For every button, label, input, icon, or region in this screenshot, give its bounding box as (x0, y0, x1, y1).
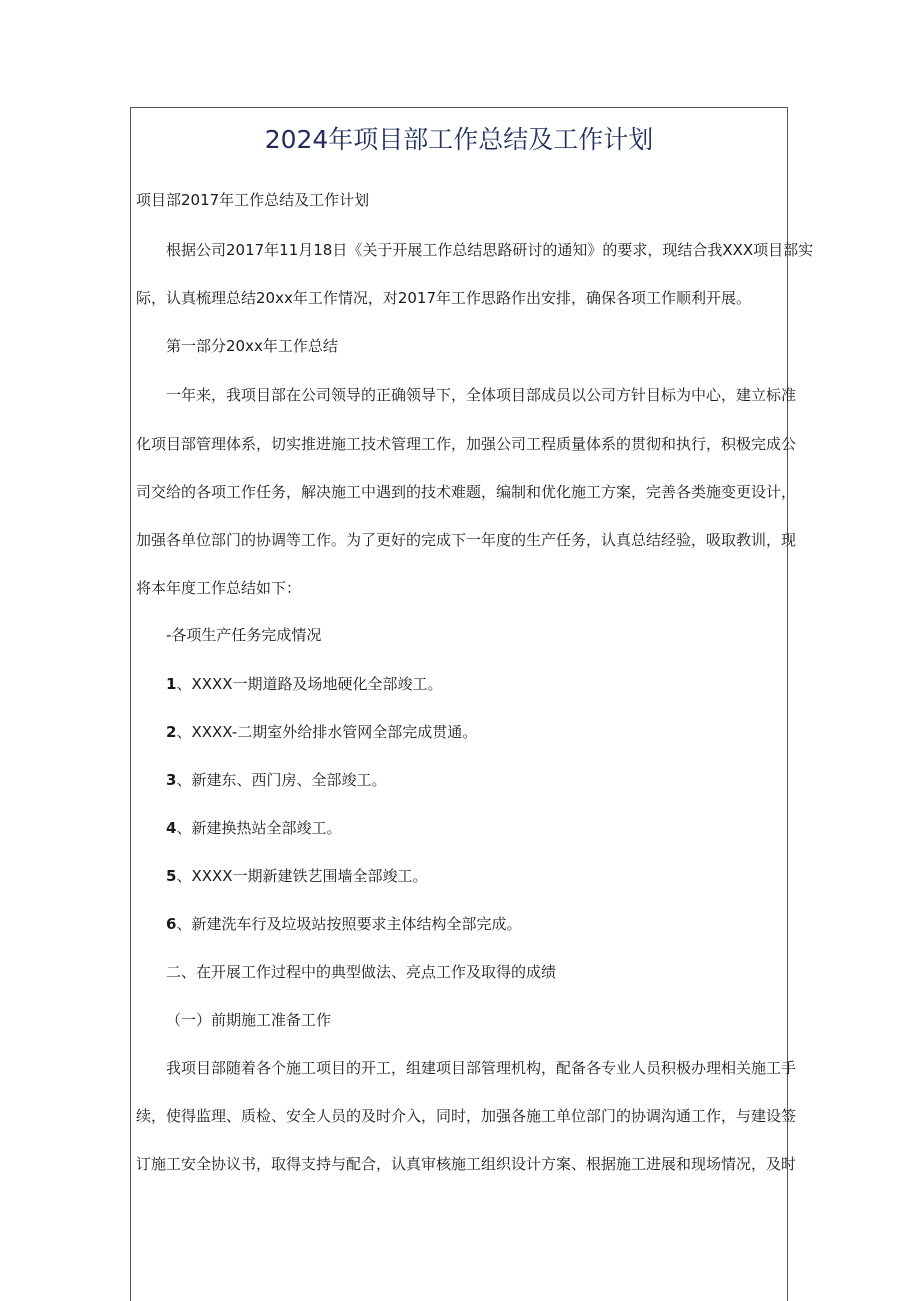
intro-line-1: 根据公司2017年11月18日《关于开展工作总结思路研讨的通知》的要求，现结合我XXX项目部实 (166, 241, 814, 259)
task-item (166, 770, 386, 790)
overview-line-5: 将本年度工作总结如下： (136, 579, 302, 597)
task-text: 、新建东、西门房、全部竣工。 (176, 771, 387, 789)
task-number: 2 (166, 723, 177, 741)
task-number: 6 (166, 915, 177, 933)
document-subtitle: 项目部2017年工作总结及工作计划 (136, 191, 370, 209)
task-item (166, 866, 428, 886)
prep-line-3: 订施工安全协议书，取得支持与配合，认真审核施工组织设计方案、根据施工进展和现场情况，及时 (136, 1155, 797, 1173)
overview-line-3: 司交给的各项工作任务，解决施工中遇到的技术难题，编制和优化施工方案，完善各类施变更设计， (136, 483, 797, 501)
prep-line-1: 我项目部随着各个施工项目的开工，组建项目部管理机构，配备各专业人员积极办理相关施工手 (166, 1059, 797, 1077)
task-text: 、新建洗车行及垃圾站按照要求主体结构全部完成。 (176, 915, 522, 933)
task-number: 5 (166, 867, 177, 885)
task-text: 、XXXX一期道路及场地硬化全部竣工。 (176, 675, 443, 693)
intro-line-2: 际，认真梳理总结20xx年工作情况，对2017年工作思路作出安排，确保各项工作顺利开展。 (136, 289, 752, 307)
task-text: 、新建换热站全部竣工。 (176, 819, 342, 837)
overview-line-1: 一年来，我项目部在公司领导的正确领导下，全体项目部成员以公司方针目标为中心，建立标准 (166, 386, 797, 404)
overview-line-2: 化项目部管理体系，切实推进施工技术管理工作，加强公司工程质量体系的贯彻和执行，积极完成公 (136, 435, 797, 453)
task-item (166, 674, 443, 694)
prep-line-2: 续，使得监理、质检、安全人员的及时介入，同时，加强各施工单位部门的协调沟通工作，与建设签 (136, 1107, 797, 1125)
task-number: 4 (166, 819, 177, 837)
section-one-heading: -各项生产任务完成情况 (166, 626, 322, 644)
subsection-one-heading: （一）前期施工准备工作 (166, 1011, 332, 1029)
task-item (166, 914, 521, 934)
task-number: 1 (166, 675, 177, 693)
task-text: 、XXXX-二期室外给排水管网全部完成贯通。 (176, 723, 478, 741)
document-title: 2024年项目部工作总结及工作计划 (264, 125, 654, 154)
task-text: 、XXXX一期新建铁艺围墙全部竣工。 (176, 867, 428, 885)
part-one-heading: 第一部分20xx年工作总结 (166, 337, 338, 355)
task-number: 3 (166, 771, 177, 789)
document-page (130, 107, 814, 1301)
section-two-heading: 二、在开展工作过程中的典型做法、亮点工作及取得的成绩 (166, 963, 557, 981)
task-item (166, 722, 477, 742)
overview-line-4: 加强各单位部门的协调等工作。为了更好的完成下一年度的生产任务，认真总结经验，吸取教训，现 (136, 531, 797, 549)
task-item (166, 818, 341, 838)
